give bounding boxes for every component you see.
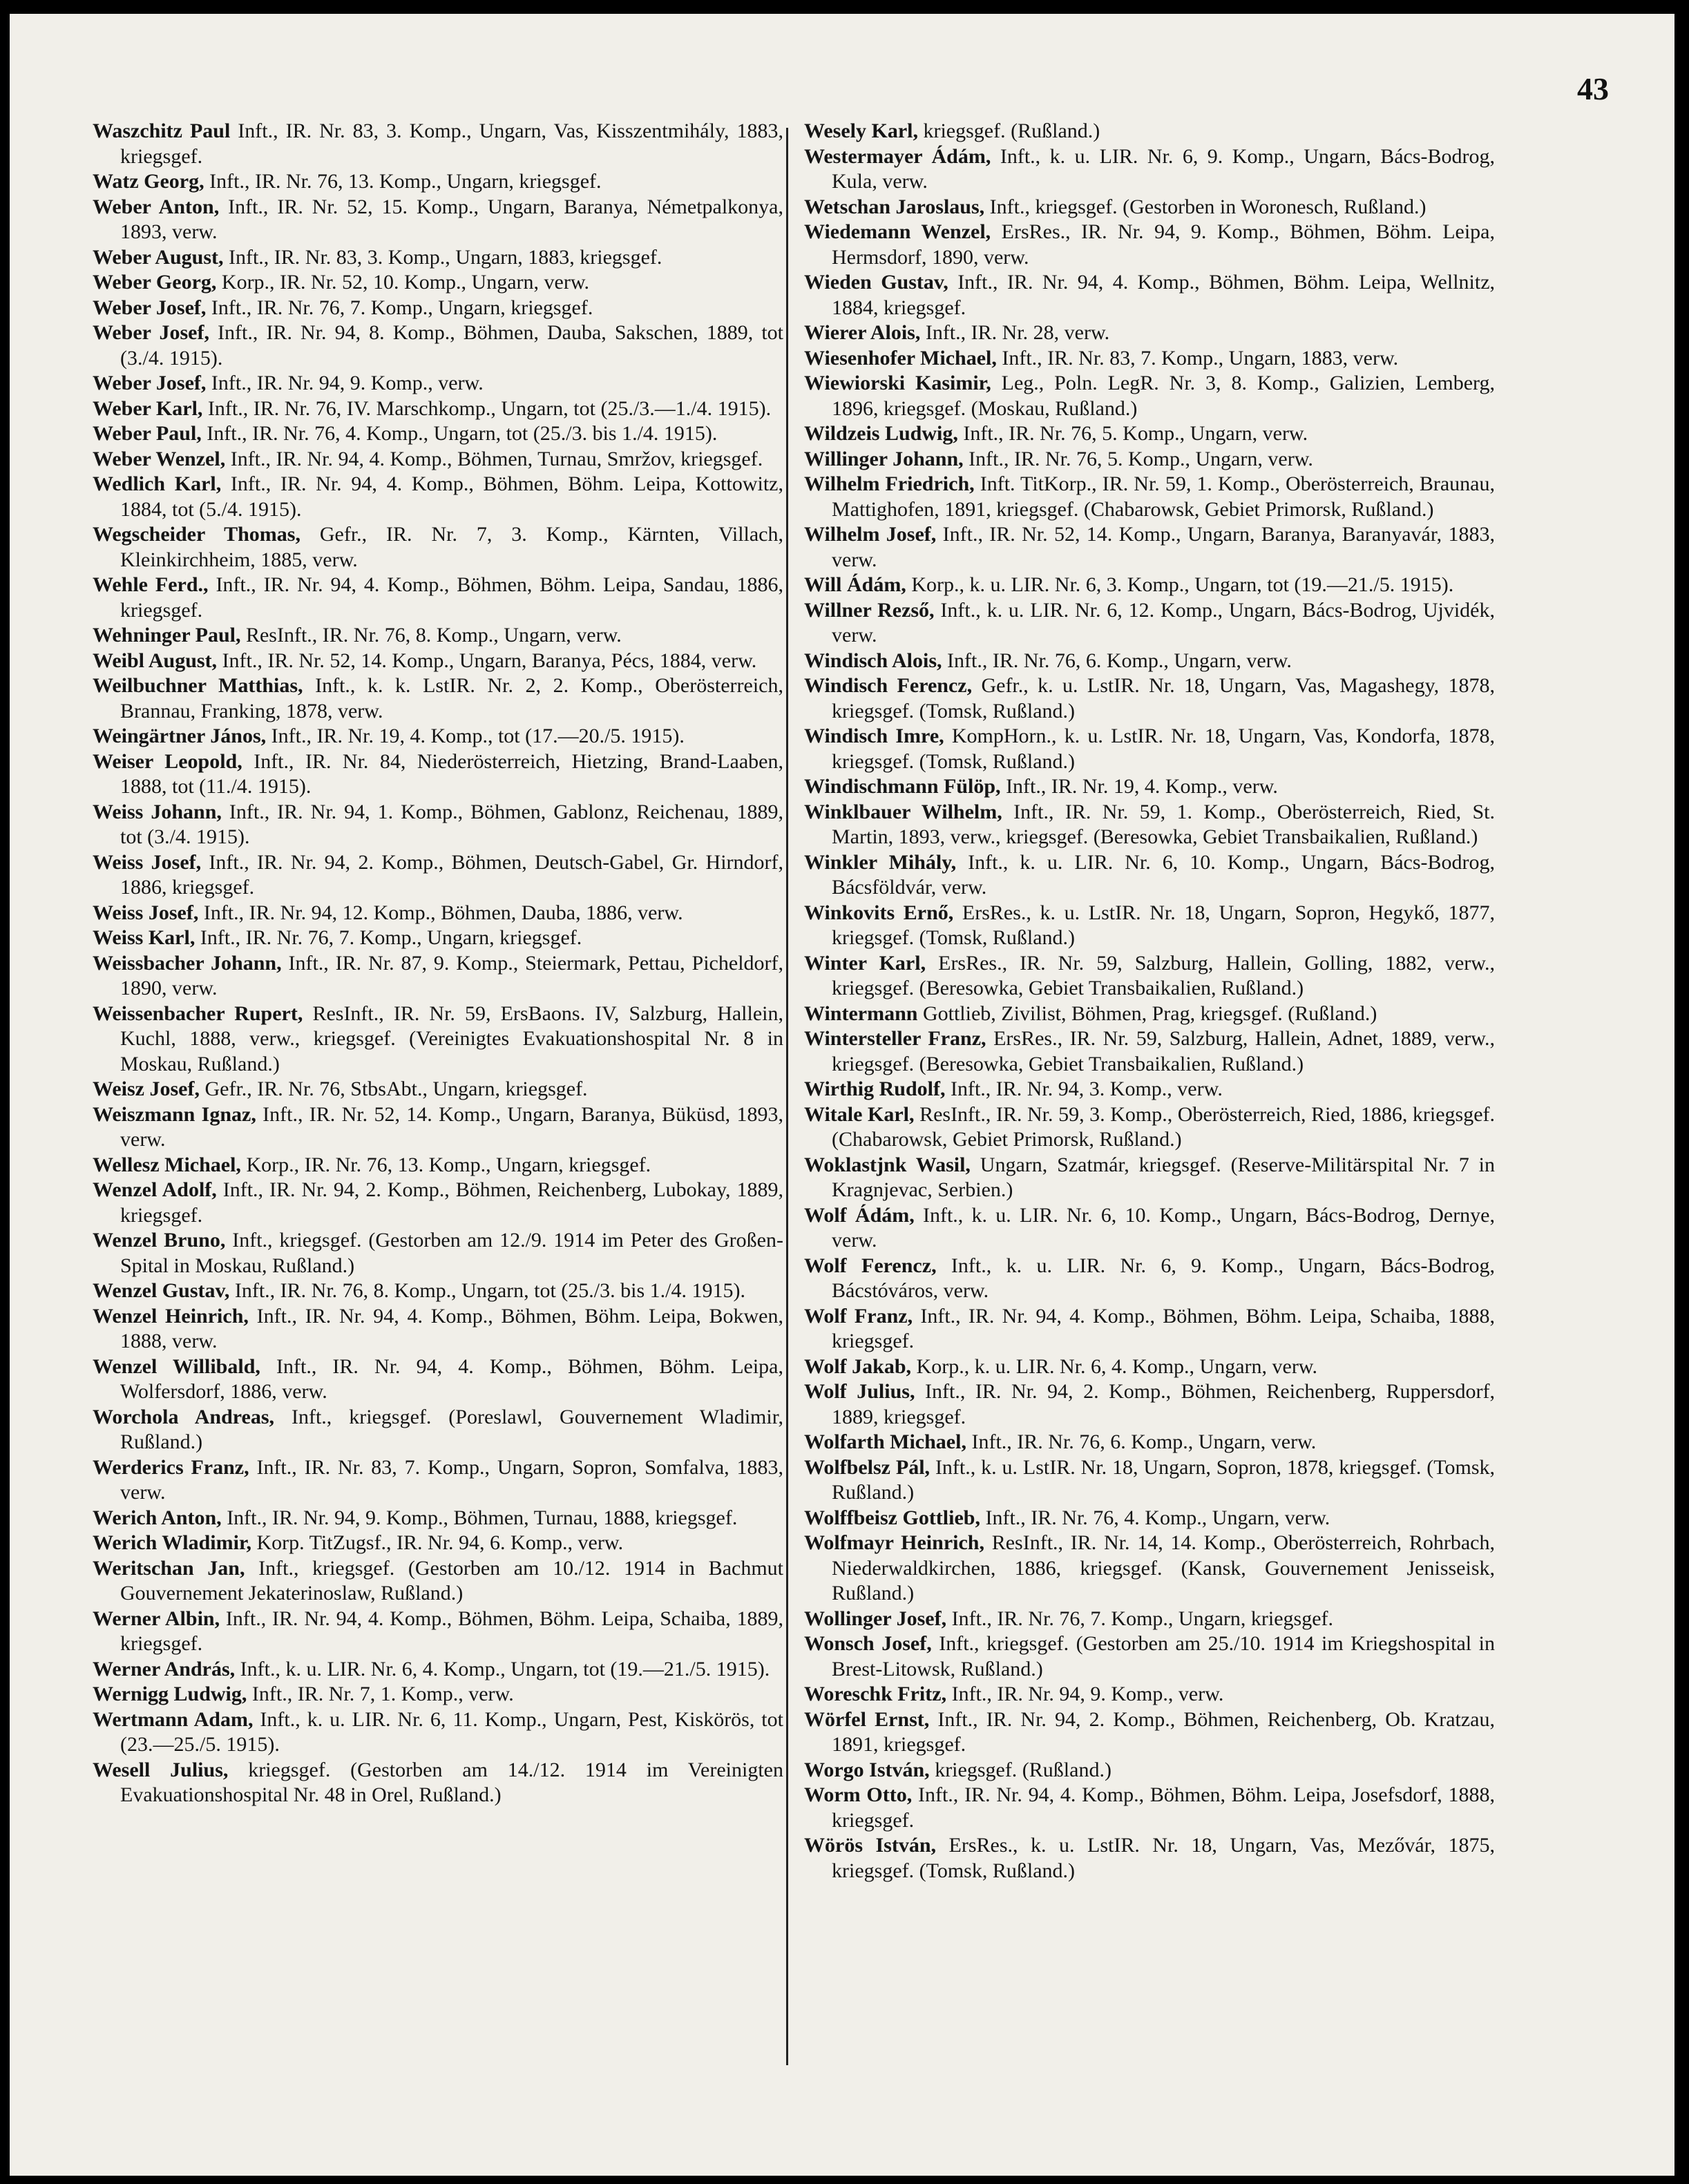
entry-name: Weilbuchner Matthias,: [93, 674, 303, 697]
entry-name: Wenzel Willibald,: [93, 1354, 260, 1378]
entry-name: Wellesz Michael,: [93, 1153, 241, 1176]
entry-details: ResInft., IR. Nr. 14, 14. Komp., Oberösterreich, Rohrbach, Niederwaldkirchen, 1886, kriegsgef. (Kansk, Gouvernement Jenisseisk, Rußland.): [832, 1531, 1495, 1605]
entry-name: Willner Rezső,: [804, 598, 935, 622]
entry-details: Inft., IR. Nr. 76, 7. Komp., Ungarn, kriegsgef.: [206, 296, 593, 319]
entry-details: ErsRes., IR. Nr. 59, Salzburg, Hallein, Adnet, 1889, verw., kriegsgef. (Beresowka, Gebiet Transbaikalien, Rußland.): [832, 1027, 1495, 1075]
entry-name: Worchola Andreas,: [93, 1405, 275, 1428]
list-entry: [93, 1682, 783, 1707]
entry-name: Wenzel Gustav,: [93, 1279, 230, 1302]
entry-name: Wiedemann Wenzel,: [804, 220, 991, 243]
entry-details: Inft., IR. Nr. 94, 4. Komp., Böhmen, Turnau, Smržov, kriegsgef.: [225, 447, 763, 470]
entry-name: Wernigg Ludwig,: [93, 1683, 247, 1705]
entry-details: Inft., k. u. LIR. Nr. 6, 10. Komp., Ungarn, Bács-Bodrog, Bácsföldvár, verw.: [832, 850, 1495, 899]
entry-name: Wehle Ferd.,: [93, 573, 209, 596]
list-entry: [93, 1002, 783, 1077]
entry-name: Weiszmann Ignaz,: [93, 1102, 256, 1126]
list-entry: [804, 1304, 1495, 1354]
entry-details: Gefr., IR. Nr. 76, StbsAbt., Ungarn, kriegsgef.: [199, 1077, 588, 1100]
entry-details: ResInft., IR. Nr. 59, 3. Komp., Oberösterreich, Ried, 1886, kriegsgef. (Chabarowsk, Gebiet Primorsk, Rußland.): [832, 1102, 1496, 1151]
list-entry: [804, 774, 1495, 800]
entry-name: Weiss Josef,: [93, 850, 202, 874]
entry-name: Wiewiorski Kasimir,: [804, 372, 991, 394]
list-entry: [804, 1077, 1495, 1102]
list-entry: [804, 1682, 1495, 1707]
entry-name: Werich Wladimir,: [93, 1531, 252, 1554]
list-entry: [93, 1304, 783, 1354]
list-entry: [804, 1430, 1495, 1455]
list-entry: [93, 1228, 783, 1278]
list-entry: [93, 673, 783, 724]
list-entry: [93, 1405, 783, 1455]
entry-details: ErsRes., IR. Nr. 59, Salzburg, Hallein, Golling, 1882, verw., kriegsgef. (Beresowka, Gebiet Transbaikalien, Rußland.): [832, 951, 1495, 999]
entry-details: Inft., kriegsgef. (Gestorben am 12./9. 1914 im Peter des Großen-Spital in Moskau, Rußland.): [120, 1229, 783, 1277]
entry-name: Weissenbacher Rupert,: [93, 1002, 303, 1025]
entry-details: Inft., IR. Nr. 76, 4. Komp., Ungarn, verw.: [980, 1506, 1330, 1529]
entry-details: ErsRes., IR. Nr. 94, 9. Komp., Böhmen, Böhm. Leipa, Hermsdorf, 1890, verw.: [832, 220, 1495, 269]
entry-name: Windisch Imre,: [804, 725, 944, 747]
entry-details: Leg., Poln. LegR. Nr. 3, 8. Komp., Galizien, Lemberg, 1896, kriegsgef. (Moskau, Rußland.): [832, 372, 1495, 420]
list-entry: [93, 371, 783, 396]
entry-details: ResInft., IR. Nr. 59, ErsBaons. IV, Salzburg, Hallein, Kuchl, 1888, verw., kriegsgef. (Vereinigtes Evakuationshospital Nr. 8 in Moskau, Rußland.): [120, 1002, 783, 1075]
entry-details: Ungarn, Szatmár, kriegsgef. (Reserve-Militärspital Nr. 7 in Kragnjevac, Serbien.): [832, 1153, 1495, 1201]
right-column: [804, 119, 1495, 1884]
entry-details: ErsRes., k. u. LstIR. Nr. 18, Ungarn, Sopron, Hegykő, 1877, kriegsgef. (Tomsk, Rußland.): [832, 901, 1495, 949]
entry-name: Wollinger Josef,: [804, 1607, 947, 1630]
list-entry: [804, 346, 1495, 372]
list-entry: [93, 1278, 783, 1304]
entry-name: Watz Georg,: [93, 170, 204, 193]
list-entry: [93, 245, 783, 271]
list-entry: [93, 195, 783, 245]
page-number: 43: [1577, 71, 1609, 106]
list-entry: [804, 1833, 1495, 1884]
entry-name: Woreschk Fritz,: [804, 1683, 947, 1705]
list-entry: [93, 169, 783, 195]
entry-details: Inft., IR. Nr. 7, 1. Komp., verw.: [247, 1683, 514, 1705]
entry-details: Inft., IR. Nr. 94, 3. Komp., verw.: [945, 1077, 1223, 1100]
entry-details: Inft., IR. Nr. 94, 4. Komp., Böhmen, Böhm. Leipa, Schaiba, 1889, kriegsgef.: [120, 1607, 783, 1655]
entry-details: kriegsgef. (Rußland.): [917, 119, 1100, 142]
entry-details: Inft., IR. Nr. 83, 3. Komp., Ungarn, 1883, kriegsgef.: [223, 245, 662, 269]
list-entry: [93, 1506, 783, 1531]
entry-name: Wilhelm Josef,: [804, 523, 937, 546]
entry-details: Inft., kriegsgef. (Poreslawl, Gouvernement Wladimir, Rußland.): [120, 1405, 783, 1453]
entry-details: Inft., IR. Nr. 94, 4. Komp., Böhmen, Böhm. Leipa, Bokwen, 1888, verw.: [120, 1304, 783, 1352]
entry-details: Inft., k. u. LIR. Nr. 6, 4. Komp., Ungarn, tot (19.—21./5. 1915).: [235, 1657, 770, 1680]
entry-name: Wertmann Adam,: [93, 1707, 254, 1731]
entry-name: Weber Paul,: [93, 422, 202, 445]
entry-name: Windisch Ferencz,: [804, 674, 973, 697]
entry-name: Wetschan Jaroslaus,: [804, 195, 985, 218]
entry-details: Inft., IR. Nr. 94, 4. Komp., Böhmen, Böhm. Leipa, Sandau, 1886, kriegsgef.: [120, 573, 783, 622]
list-entry: [804, 220, 1495, 270]
entry-name: Wolf Julius,: [804, 1380, 915, 1403]
left-column: [93, 119, 783, 1808]
entry-name: Wolf Ádám,: [804, 1203, 915, 1227]
entry-name: Weiser Leopold,: [93, 749, 242, 773]
list-entry: [804, 144, 1495, 195]
list-entry: [93, 724, 783, 749]
entry-details: Inft., IR. Nr. 19, 4. Komp., verw.: [1000, 775, 1278, 798]
entry-name: Wiesenhofer Michael,: [804, 346, 997, 370]
entry-details: Inft., IR. Nr. 94, 9. Komp., verw.: [946, 1683, 1224, 1705]
entry-name: Weissbacher Johann,: [93, 951, 282, 975]
entry-name: Weber Josef,: [93, 296, 207, 319]
list-entry: [804, 1002, 1495, 1027]
entry-details: Inft., IR. Nr. 94, 4. Komp., Böhmen, Böhm. Leipa, Josefsdorf, 1888, kriegsgef.: [832, 1783, 1496, 1832]
entry-details: Inft., IR. Nr. 84, Niederösterreich, Hietzing, Brand-Laaben, 1888, tot (11./4. 1915).: [120, 749, 783, 798]
entry-name: Weber Josef,: [93, 321, 209, 344]
list-entry: [93, 1707, 783, 1758]
list-entry: [804, 673, 1495, 724]
entry-details: Inft., IR. Nr. 28, verw.: [920, 321, 1110, 344]
entry-details: Inft., IR. Nr. 76, 6. Komp., Ungarn, verw.: [966, 1430, 1317, 1453]
entry-details: Korp. TitZugsf., IR. Nr. 94, 6. Komp., verw.: [251, 1531, 624, 1554]
list-entry: [93, 522, 783, 573]
entry-details: Inft., IR. Nr. 94, 4. Komp., Böhmen, Böhm. Leipa, Wellnitz, 1884, kriegsgef.: [832, 271, 1496, 319]
entry-name: Wörfel Ernst,: [804, 1707, 930, 1731]
entry-details: Korp., k. u. LIR. Nr. 6, 4. Komp., Ungarn, verw.: [911, 1354, 1318, 1378]
entry-details: Inft., IR. Nr. 76, IV. Marschkomp., Ungarn, tot (25./3.—1./4. 1915).: [202, 396, 772, 420]
entry-name: Wolf Franz,: [804, 1304, 913, 1328]
list-entry: [804, 1153, 1495, 1203]
entry-details: Inft., IR. Nr. 94, 12. Komp., Böhmen, Dauba, 1886, verw.: [198, 901, 683, 924]
entry-details: Inft., IR. Nr. 87, 9. Komp., Steiermark, Pettau, Picheldorf, 1890, verw.: [120, 951, 784, 999]
entry-details: Inft., IR. Nr. 94, 9. Komp., Böhmen, Turnau, 1888, kriegsgef.: [221, 1506, 738, 1529]
entry-name: Winkler Mihály,: [804, 850, 957, 874]
list-entry: [804, 901, 1495, 951]
list-entry: [93, 749, 783, 800]
entry-name: Wehninger Paul,: [93, 624, 241, 646]
entry-name: Wenzel Bruno,: [93, 1229, 226, 1252]
entry-details: Inft., IR. Nr. 94, 2. Komp., Böhmen, Reichenberg, Lubokay, 1889, kriegsgef.: [120, 1178, 783, 1227]
entry-name: Wonsch Josef,: [804, 1632, 932, 1655]
entry-details: Korp., k. u. LIR. Nr. 6, 3. Komp., Ungarn, tot (19.—21./5. 1915).: [906, 573, 1454, 596]
list-entry: [93, 1607, 783, 1657]
entry-details: Inft., IR. Nr. 83, 3. Komp., Ungarn, Vas, Kisszentmihály, 1883, kriegsgef.: [120, 119, 783, 168]
list-entry: [804, 1783, 1495, 1833]
entry-name: Wenzel Adolf,: [93, 1178, 217, 1201]
entry-details: ResInft., IR. Nr. 76, 8. Komp., Ungarn, verw.: [240, 624, 622, 646]
entry-details: Inft., IR. Nr. 94, 2. Komp., Böhmen, Reichenberg, Ruppersdorf, 1889, kriegsgef.: [832, 1380, 1495, 1428]
entry-name: Weisz Josef,: [93, 1077, 200, 1100]
list-entry: [93, 320, 783, 371]
list-entry: [804, 1102, 1495, 1153]
entry-details: Inft., IR. Nr. 94, 2. Komp., Böhmen, Deutsch-Gabel, Gr. Hirndorf, 1886, kriegsgef.: [120, 850, 783, 899]
list-entry: [804, 1455, 1495, 1506]
list-entry: [804, 522, 1495, 573]
entry-details: Inft., IR. Nr. 76, 5. Komp., Ungarn, verw.: [963, 447, 1313, 470]
entry-details: Inft., kriegsgef. (Gestorben am 25./10. 1914 im Kriegshospital in Brest-Litowsk, Rußland.): [832, 1632, 1495, 1680]
list-entry: [804, 447, 1495, 472]
entry-details: KompHorn., k. u. LstIR. Nr. 18, Ungarn, Vas, Kondorfa, 1878, kriegsgef. (Tomsk, Rußland.): [832, 725, 1495, 773]
entry-name: Werner Albin,: [93, 1607, 220, 1630]
entry-details: Gottlieb, Zivilist, Böhmen, Prag, kriegsgef. (Rußland.): [917, 1002, 1377, 1025]
column-divider: [786, 128, 788, 2065]
entry-details: Korp., IR. Nr. 52, 10. Komp., Ungarn, verw.: [216, 271, 590, 294]
entry-name: Weber Wenzel,: [93, 447, 226, 470]
entry-details: Inft., k. u. LstIR. Nr. 18, Ungarn, Sopron, 1878, kriegsgef. (Tomsk, Rußland.): [832, 1455, 1495, 1504]
entry-details: Inft., IR. Nr. 52, 14. Komp., Ungarn, Baranya, Büküsd, 1893, verw.: [120, 1102, 783, 1151]
entry-name: Wieden Gustav,: [804, 271, 948, 294]
list-entry: [93, 421, 783, 447]
list-entry: [804, 573, 1495, 598]
list-entry: [804, 320, 1495, 346]
entry-name: Wolfbelsz Pál,: [804, 1455, 931, 1479]
entry-name: Will Ádám,: [804, 573, 906, 596]
list-entry: [93, 1531, 783, 1556]
list-entry: [804, 951, 1495, 1002]
list-entry: [804, 1707, 1495, 1758]
list-entry: [804, 724, 1495, 774]
entry-name: Wegscheider Thomas,: [93, 523, 300, 546]
entry-name: Wesell Julius,: [93, 1758, 229, 1781]
list-entry: [804, 1026, 1495, 1077]
entry-details: Inft. TitKorp., IR. Nr. 59, 1. Komp., Oberösterreich, Braunau, Mattighofen, 1891, kriegsgef. (Chabarowsk, Gebiet Primorsk, Rußland.): [832, 472, 1495, 521]
entry-name: Worgo István,: [804, 1758, 930, 1781]
entry-name: Wintermann: [804, 1002, 918, 1025]
entry-details: Inft., k. k. LstIR. Nr. 2, 2. Komp., Oberösterreich, Brannau, Franking, 1878, verw.: [120, 674, 783, 722]
list-entry: [93, 926, 783, 951]
entry-name: Werderics Franz,: [93, 1455, 249, 1479]
entry-details: Inft., IR. Nr. 94, 4. Komp., Böhmen, Böhm. Leipa, Kottowitz, 1884, tot (5./4. 1915).: [120, 472, 783, 521]
list-entry: [93, 649, 783, 674]
entry-details: Inft., IR. Nr. 94, 8. Komp., Böhmen, Dauba, Sakschen, 1889, tot (3./4. 1915).: [120, 321, 783, 370]
entry-name: Weibl August,: [93, 649, 218, 672]
list-entry: [804, 1631, 1495, 1682]
list-entry: [93, 623, 783, 649]
entry-details: ErsRes., k. u. LstIR. Nr. 18, Ungarn, Vas, Mezővár, 1875, kriegsgef. (Tomsk, Rußland.): [832, 1834, 1495, 1882]
entry-details: Inft., IR. Nr. 76, 7. Komp., Ungarn, kriegsgef.: [195, 926, 582, 949]
list-entry: [804, 649, 1495, 674]
list-entry: [93, 1178, 783, 1228]
entry-details: Gefr., IR. Nr. 7, 3. Komp., Kärnten, Villach, Kleinkirchheim, 1885, verw.: [120, 523, 783, 571]
entry-name: Weber Anton,: [93, 195, 220, 218]
entry-details: Inft., k. u. LIR. Nr. 6, 12. Komp., Ungarn, Bács-Bodrog, Ujvidék, verw.: [832, 598, 1495, 646]
entry-details: Inft., k. u. LIR. Nr. 6, 11. Komp., Ungarn, Pest, Kiskörös, tot (23.—25./5. 1915).: [120, 1707, 783, 1756]
list-entry: [804, 421, 1495, 447]
entry-details: Inft., IR. Nr. 76, 13. Komp., Ungarn, kriegsgef.: [204, 170, 602, 193]
entry-name: Wörös István,: [804, 1834, 937, 1857]
entry-details: Inft., IR. Nr. 83, 7. Komp., Ungarn, Sopron, Somfalva, 1883, verw.: [120, 1455, 783, 1504]
entry-name: Windisch Alois,: [804, 649, 942, 672]
list-entry: [804, 850, 1495, 901]
entry-name: Willinger Johann,: [804, 447, 964, 470]
entry-name: Wenzel Heinrich,: [93, 1304, 249, 1328]
entry-name: Windischmann Fülöp,: [804, 775, 1001, 798]
list-entry: [93, 472, 783, 522]
list-entry: [93, 573, 783, 623]
entry-name: Weber Georg,: [93, 271, 217, 294]
entry-details: Inft., IR. Nr. 76, 4. Komp., Ungarn, tot (25./3. bis 1./4. 1915).: [201, 422, 718, 445]
entry-name: Weber Josef,: [93, 372, 207, 394]
entry-details: Korp., IR. Nr. 76, 13. Komp., Ungarn, kriegsgef.: [240, 1153, 651, 1176]
list-entry: [93, 396, 783, 422]
entry-name: Weiss Josef,: [93, 901, 199, 924]
entry-details: kriegsgef. (Gestorben am 14./12. 1914 im Vereinigten Evakuationshospital Nr. 48 in Orel, Rußland.): [120, 1758, 783, 1806]
entry-name: Witale Karl,: [804, 1102, 915, 1126]
entry-details: Inft., IR. Nr. 52, 14. Komp., Ungarn, Baranya, Pécs, 1884, verw.: [217, 649, 757, 672]
entry-name: Weiss Karl,: [93, 926, 195, 949]
entry-name: Weritschan Jan,: [93, 1556, 245, 1580]
entry-name: Wolf Ferencz,: [804, 1254, 937, 1277]
entry-name: Werner András,: [93, 1657, 236, 1680]
list-entry: [804, 1203, 1495, 1254]
entry-details: Inft., IR. Nr. 94, 1. Komp., Böhmen, Gablonz, Reichenau, 1889, tot (3./4. 1915).: [120, 800, 783, 848]
list-entry: [93, 1354, 783, 1405]
entry-name: Wierer Alois,: [804, 321, 921, 344]
entry-name: Wesely Karl,: [804, 119, 918, 142]
entry-details: kriegsgef. (Rußland.): [929, 1758, 1111, 1781]
entry-details: Inft., IR. Nr. 52, 15. Komp., Ungarn, Baranya, Németpalkonya, 1893, verw.: [120, 195, 783, 243]
entry-details: Inft., IR. Nr. 76, 8. Komp., Ungarn, tot (25./3. bis 1./4. 1915).: [229, 1279, 745, 1302]
entry-name: Winklbauer Wilhelm,: [804, 800, 1002, 823]
list-entry: [804, 598, 1495, 649]
entry-details: Inft., IR. Nr. 83, 7. Komp., Ungarn, 1883, verw.: [996, 346, 1399, 370]
entry-name: Weber August,: [93, 245, 224, 269]
list-entry: [804, 1506, 1495, 1531]
list-entry: [804, 472, 1495, 522]
entry-name: Wolf Jakab,: [804, 1354, 912, 1378]
entry-details: Inft., kriegsgef. (Gestorben am 10./12. 1914 in Bachmut Gouvernement Jekaterinoslaw, Rußland.): [120, 1556, 783, 1605]
list-entry: [93, 901, 783, 926]
list-entry: [93, 1556, 783, 1607]
list-entry: [93, 296, 783, 321]
entry-name: Weiss Johann,: [93, 800, 222, 823]
entry-details: Inft., IR. Nr. 76, 7. Komp., Ungarn, kriegsgef.: [946, 1607, 1334, 1630]
entry-name: Westermayer Ádám,: [804, 144, 991, 168]
list-entry: [804, 1531, 1495, 1607]
entry-name: Wilhelm Friedrich,: [804, 472, 975, 495]
list-entry: [93, 800, 783, 850]
list-entry: [804, 270, 1495, 320]
entry-name: Wedlich Karl,: [93, 472, 222, 495]
list-entry: [804, 195, 1495, 220]
list-entry: [93, 1657, 783, 1683]
entry-details: Gefr., k. u. LstIR. Nr. 18, Ungarn, Vas, Magashegy, 1878, kriegsgef. (Tomsk, Rußland.): [832, 674, 1496, 722]
entry-name: Wirthig Rudolf,: [804, 1077, 946, 1100]
list-entry: [93, 1102, 783, 1153]
entry-name: Waszchitz Paul: [93, 119, 231, 142]
list-entry: [93, 119, 783, 169]
entry-details: Inft., IR. Nr. 76, 5. Komp., Ungarn, verw.: [957, 422, 1308, 445]
list-entry: [93, 1455, 783, 1506]
page: [10, 14, 1674, 2176]
list-entry: [93, 951, 783, 1002]
entry-name: Woklastjnk Wasil,: [804, 1153, 971, 1176]
entry-name: Worm Otto,: [804, 1783, 913, 1806]
entry-details: Inft., kriegsgef. (Gestorben in Woronesch, Rußland.): [984, 195, 1426, 218]
list-entry: [93, 850, 783, 901]
entry-details: Inft., IR. Nr. 52, 14. Komp., Ungarn, Baranya, Baranyavár, 1883, verw.: [832, 523, 1495, 571]
entry-details: Inft., IR. Nr. 76, 6. Komp., Ungarn, verw.: [942, 649, 1292, 672]
list-entry: [93, 1077, 783, 1102]
list-entry: [804, 119, 1495, 144]
list-entry: [804, 1254, 1495, 1304]
list-entry: [93, 447, 783, 472]
entry-name: Weingärtner János,: [93, 725, 267, 747]
entry-name: Wolfarth Michael,: [804, 1430, 966, 1453]
entry-details: Inft., k. u. LIR. Nr. 6, 9. Komp., Ungarn, Bács-Bodrog, Kula, verw.: [832, 144, 1496, 193]
entry-details: Inft., k. u. LIR. Nr. 6, 10. Komp., Ungarn, Bács-Bodrog, Dernye, verw.: [832, 1203, 1496, 1252]
list-entry: [804, 1379, 1495, 1430]
list-entry: [804, 1607, 1495, 1632]
entry-details: Inft., IR. Nr. 94, 2. Komp., Böhmen, Reichenberg, Ob. Kratzau, 1891, kriegsgef.: [832, 1707, 1495, 1756]
entry-name: Winkovits Ernő,: [804, 901, 954, 924]
entry-name: Wolfmayr Heinrich,: [804, 1531, 984, 1554]
list-entry: [93, 1153, 783, 1178]
entry-details: Inft., IR. Nr. 94, 4. Komp., Böhmen, Böhm. Leipa, Wolfersdorf, 1886, verw.: [120, 1354, 783, 1403]
entry-name: Wildzeis Ludwig,: [804, 422, 958, 445]
list-entry: [93, 270, 783, 296]
entry-name: Wolffbeisz Gottlieb,: [804, 1506, 980, 1529]
list-entry: [93, 1758, 783, 1808]
entry-name: Winter Karl,: [804, 951, 926, 975]
list-entry: [804, 1758, 1495, 1783]
entry-details: Inft., k. u. LIR. Nr. 6, 9. Komp., Ungarn, Bács-Bodrog, Bácstóváros, verw.: [832, 1254, 1496, 1302]
entry-details: Inft., IR. Nr. 59, 1. Komp., Oberösterreich, Ried, St. Martin, 1893, verw., kriegsgef. (Beresowka, Gebiet Transbaikalien, Rußland.): [832, 800, 1495, 848]
entry-name: Werich Anton,: [93, 1506, 222, 1529]
entry-details: Inft., IR. Nr. 94, 9. Komp., verw.: [206, 372, 484, 394]
entry-name: Wintersteller Franz,: [804, 1027, 986, 1050]
entry-details: Inft., IR. Nr. 94, 4. Komp., Böhmen, Böhm. Leipa, Schaiba, 1888, kriegsgef.: [832, 1304, 1496, 1352]
entry-name: Weber Karl,: [93, 396, 203, 420]
list-entry: [804, 371, 1495, 421]
list-entry: [804, 1354, 1495, 1380]
list-entry: [804, 800, 1495, 850]
entry-details: Inft., IR. Nr. 19, 4. Komp., tot (17.—20./5. 1915).: [266, 725, 685, 747]
